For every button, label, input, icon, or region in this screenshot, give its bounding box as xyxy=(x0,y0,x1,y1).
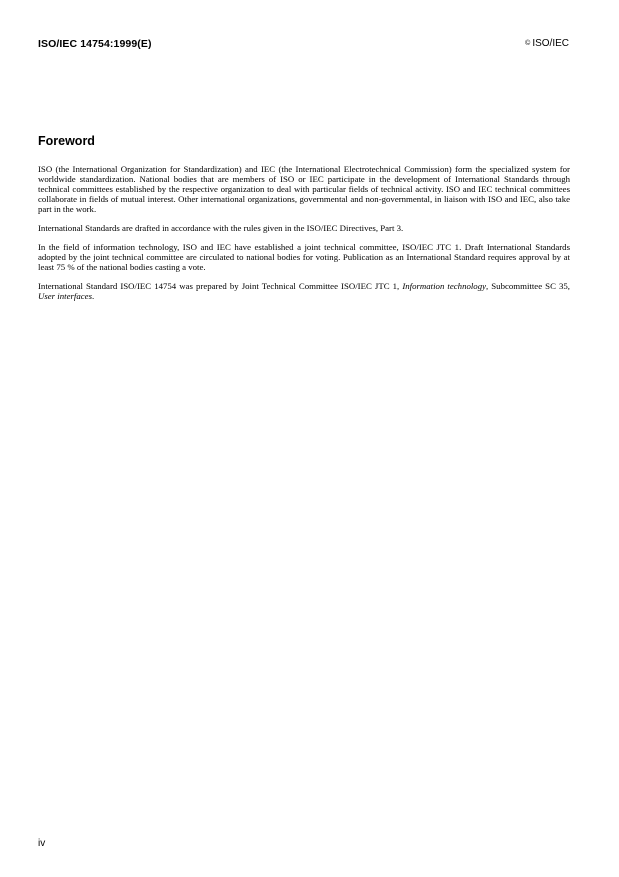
preparation-text-3: . xyxy=(92,291,95,301)
copyright-owner: ISO/IEC xyxy=(532,38,569,49)
committee-name: Information technology xyxy=(402,281,487,291)
copyright-icon: © xyxy=(525,40,531,47)
copyright-notice xyxy=(525,38,569,49)
foreword-body xyxy=(38,164,570,310)
paragraph-organizations: ISO (the International Organization for Standardization) and IEC (the International Electrotechnical Commission) form the specialized system for worldwide standardization. National bodies that are members of ISO or IEC participate in the development of International Standards through technical committees established by the respective organization to deal with particular fields of technical activity. ISO and IEC technical committees collaborate in fields of mutual interest. Other international organizations, governmental and non-governmental, in liaison with ISO and IEC, also take part in the work. xyxy=(38,164,570,214)
preparation-text-1: International Standard ISO/IEC 14754 was prepared by Joint Technical Committee ISO/IEC JTC 1, xyxy=(38,281,403,291)
preparation-text-2: , Subcommittee SC 35, xyxy=(486,281,571,291)
paragraph-directives: International Standards are drafted in accordance with the rules given in the ISO/IEC Directives, Part 3. xyxy=(38,223,404,233)
paragraph-preparation xyxy=(38,281,570,301)
document-identifier: ISO/IEC 14754:1999(E) xyxy=(38,38,152,50)
subcommittee-name: User interfaces xyxy=(38,291,92,301)
section-title: Foreword xyxy=(38,134,95,148)
paragraph-joint-committee: In the field of information technology, ISO and IEC have established a joint technical committee, ISO/IEC JTC 1. Draft International Standards adopted by the joint technical committee are circulated to national bodies for voting. Publication as an International Standard requires approval by at least 75 % of the national bodies casting a vote. xyxy=(38,242,570,272)
page-number: iv xyxy=(38,838,46,849)
